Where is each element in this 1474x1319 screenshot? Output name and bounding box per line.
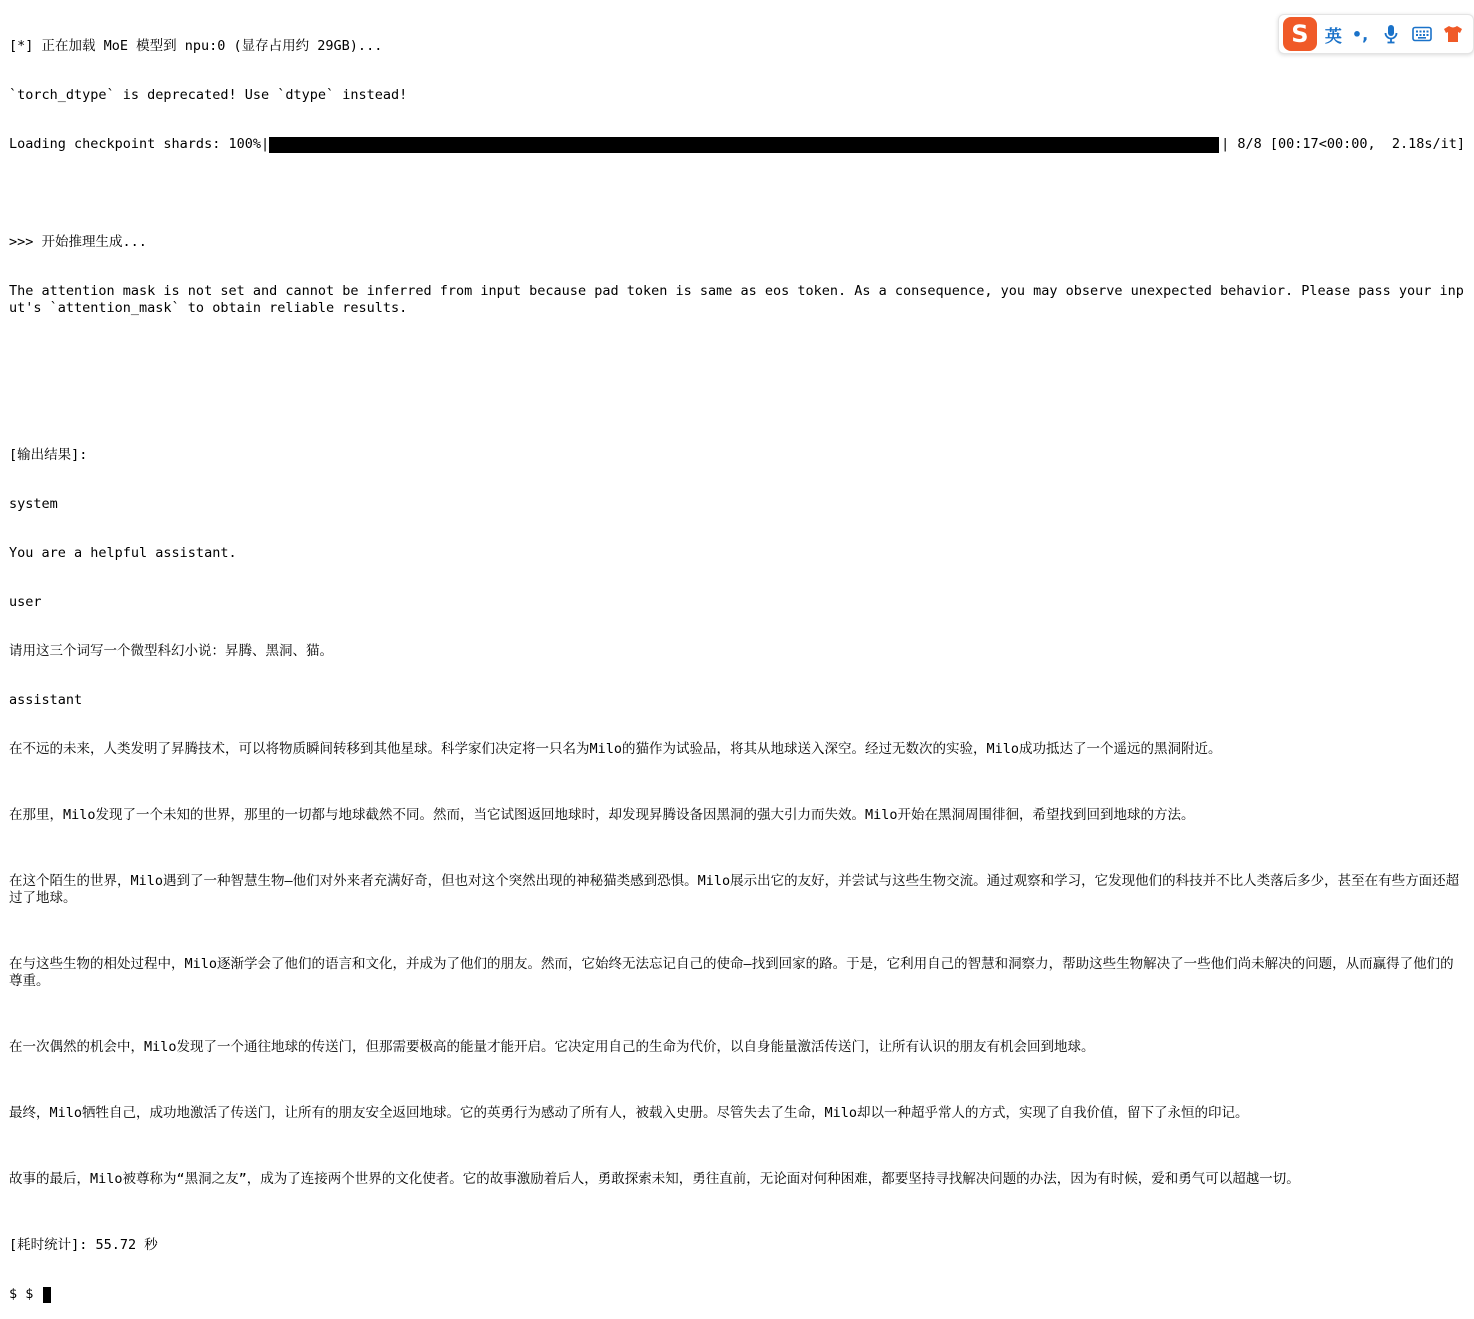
shards-progress-row [9, 136, 1465, 153]
story-paragraph: 故事的最后，Milo被尊称为“黑洞之友”，成为了连接两个世界的文化使者。它的故事激励着后人，勇敢探索未知，勇往直前，无论面对何种困难，都要坚持寻找解决问题的办法，因为有时候，爱和勇气可以超越一切。 [9, 1171, 1300, 1187]
loading-line: [*] 正在加载 MoE 模型到 npu:0 (显存占用约 29GB)... [9, 38, 383, 54]
text-cursor [43, 1287, 51, 1303]
ime-punctuation-toggle[interactable]: •, [1351, 24, 1369, 44]
role-user: user [9, 594, 42, 610]
microphone-icon[interactable] [1380, 23, 1402, 45]
shards-suffix: | 8/8 [00:17<00:00, 2.18s/it] [1221, 136, 1465, 152]
story-paragraph: 在一次偶然的机会中，Milo发现了一个通往地球的传送门，但那需要极高的能量才能开启。它决定用自己的生命为代价，以自身能量激活传送门，让所有认识的朋友有机会回到地球。 [9, 1039, 1095, 1055]
shirt-icon[interactable] [1442, 23, 1464, 45]
system-message: You are a helpful assistant. [9, 545, 237, 561]
deprecation-line: `torch_dtype` is deprecated! Use `dtype` instead! [9, 87, 408, 103]
story-paragraph: 在那里，Milo发现了一个未知的世界，那里的一切都与地球截然不同。然而，当它试图返回地球时，却发现昇腾设备因黑洞的强大引力而失效。Milo开始在黑洞周围徘徊，希望找到回到地球的方法。 [9, 807, 1195, 823]
shell-prompt[interactable] [9, 1286, 1465, 1303]
blank-line [9, 185, 1465, 202]
shards-progress-bar [269, 137, 1219, 153]
user-message: 请用这三个词写一个微型科幻小说：昇腾、黑洞、猫。 [9, 643, 333, 659]
story-paragraph: 在不远的未来，人类发明了昇腾技术，可以将物质瞬间转移到其他星球。科学家们决定将一只名为Milo的猫作为试验品，将其从地球送入深空。经过无数次的实验，Milo成功抵达了一个遥远的黑洞附近。 [9, 741, 1222, 757]
story-paragraph: 在与这些生物的相处过程中，Milo逐渐学会了他们的语言和文化，并成为了他们的朋友。然而，它始终无法忘记自己的使命—找到回家的路。于是，它利用自己的智慧和洞察力，帮助这些生物解决了一些他们尚未解决的问题，从而赢得了他们的尊重。 [9, 956, 1454, 989]
timing-line: [耗时统计]: 55.72 秒 [9, 1237, 158, 1253]
infer-start-line: >>> 开始推理生成... [9, 234, 147, 250]
blank-line [9, 398, 1465, 415]
ime-language-toggle[interactable]: 英 [1324, 26, 1342, 47]
attention-warning: The attention mask is not set and cannot be inferred from input because pad token is same as eos token. As a consequence, you may observe unexpected behavior. Please pass your input's `attention_mask` to obtain reliable results. [9, 283, 1464, 316]
sogou-logo-icon[interactable]: S [1283, 17, 1317, 51]
keyboard-icon[interactable] [1411, 23, 1433, 45]
story-paragraph: 最终，Milo牺牲自己，成功地激活了传送门，让所有的朋友安全返回地球。它的英勇行为感动了所有人，被载入史册。尽管失去了生命，Milo却以一种超乎常人的方式，实现了自我价值，留下了永恒的印记。 [9, 1105, 1249, 1121]
shards-label: Loading checkpoint shards: 100%| [9, 136, 270, 152]
prompt-text: $ $ [9, 1286, 42, 1302]
blank-line [9, 349, 1465, 366]
terminal-output[interactable] [9, 6, 1465, 1302]
role-assistant: assistant [9, 692, 83, 708]
role-system: system [9, 496, 58, 512]
ime-toolbar[interactable] [1278, 14, 1474, 54]
output-header: [输出结果]: [9, 447, 88, 463]
story-paragraph: 在这个陌生的世界，Milo遇到了一种智慧生物—他们对外来者充满好奇，但也对这个突然出现的神秘猫类感到恐惧。Milo展示出它的友好，并尝试与这些生物交流。通过观察和学习，它发现他们的科技并不比人类落后多少，甚至在有些方面还超过了地球。 [9, 873, 1460, 906]
